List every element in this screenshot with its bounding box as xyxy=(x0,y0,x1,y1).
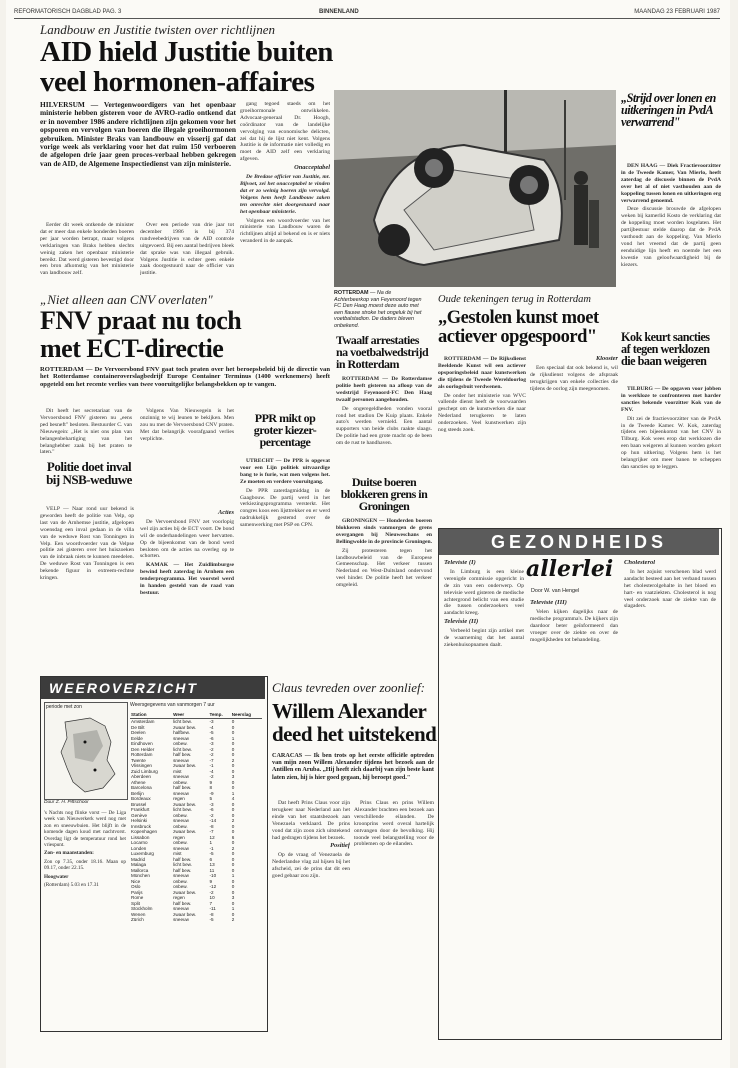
weather-cell: onbew. xyxy=(173,840,188,846)
weather-cell: Twente xyxy=(131,757,146,763)
weather-cell: -5 xyxy=(209,851,214,857)
weather-cell: 1 xyxy=(231,873,235,879)
weather-cell: 0 xyxy=(231,779,235,785)
weather-cell: -2 xyxy=(209,889,214,895)
weather-cell: half bew. xyxy=(173,752,192,758)
weather-cell: 0 xyxy=(231,829,235,835)
weather-cell: Rome xyxy=(131,895,144,901)
weather-col-header: Station xyxy=(130,711,172,719)
story5-lead: ROTTERDAM — De Rotterdamse politie heeft gisteren na afloop van de wedstrijd Feyenoord-FC Den Haag twaalf personen aangehouden. xyxy=(336,376,432,403)
weather-col-header: Weer xyxy=(172,711,208,719)
story-right2-text: Dit zei de fractievoorzitter van de PvdA in de Tweede Kamer. W. Kok, zaterdag tijdens een bijeenkomst van het CNV in Tilburg. Kok wees erop dat werklozen die een baan weigeren al kunnen worden gekort op hun uitkering. Volgens hem is het belangrijker om meer banen te scheppen dan sancties op te leggen. xyxy=(621,415,721,470)
weather-sun-title: Zon- en maanstanden: xyxy=(44,850,94,857)
masthead-section: BINNENLAND xyxy=(319,9,359,15)
story-right2-body xyxy=(621,386,721,536)
weather-cell: Athene xyxy=(131,779,146,785)
acties-block xyxy=(140,510,234,670)
weather-cell: Zuid Limburg xyxy=(131,768,158,774)
story8-col1 xyxy=(272,800,350,1028)
weather-cell: 12 xyxy=(209,834,215,840)
weather-cell: -4 xyxy=(209,768,214,774)
weather-cell: zwaar bew. xyxy=(173,911,197,917)
weather-cell: -5 xyxy=(209,730,214,736)
weather-cell: -12 xyxy=(209,884,217,890)
story1-col3 xyxy=(240,101,330,285)
weather-cell: 0 xyxy=(231,851,235,857)
story5-headline: Twaalf arrestaties na voetbalwedstrijd in Rotterdam xyxy=(336,334,429,371)
weather-cell: 0 xyxy=(231,741,235,747)
weather-cell: 0 xyxy=(231,878,235,884)
weather-cell: -5 xyxy=(209,917,214,923)
weather-cell: 2 xyxy=(231,818,235,824)
weather-cell: 0 xyxy=(231,719,235,725)
weather-cell: sneeuw xyxy=(173,818,189,824)
weather-tide-title: Hoogwater xyxy=(44,873,69,880)
masthead-date: MAANDAG 23 FEBRUARI 1987 xyxy=(634,9,720,15)
story8-col1-text: Dat heeft Prins Claus voor zijn terugkeer naar Nederland aan het einde van het staatsbezoek aan Venezuela verklaard. De prins vond dat zijn zoon zich uitstekend had gedragen tijdens het bezoek. xyxy=(272,800,350,841)
gezondheid-sub4: Cholesterol xyxy=(624,560,656,566)
weather-cell: 0 xyxy=(231,785,235,791)
story4-headline: PPR mikt op groter kiezer-percentage xyxy=(253,412,317,449)
weather-col-header: Temp. xyxy=(209,711,231,719)
weather-cell: 11 xyxy=(209,867,215,873)
weather-table-block xyxy=(130,702,262,1026)
weather-cell: 0 xyxy=(231,768,235,774)
weather-cell: 0 xyxy=(231,840,235,846)
weather-cell: -7 xyxy=(209,757,214,763)
story1-kicker: Landbouw en Justitie twisten over richtlijnen xyxy=(40,22,276,37)
story2-col2 xyxy=(140,408,234,508)
weather-cell: zwaar bew. xyxy=(173,829,197,835)
weather-cell: onbew. xyxy=(173,884,188,890)
weather-cell: Den Helder xyxy=(131,746,155,752)
weather-cell: onbew. xyxy=(173,878,188,884)
weather-row xyxy=(130,917,262,923)
weather-cell: 0 xyxy=(231,730,235,736)
weather-cell: onbew. xyxy=(173,779,188,785)
story1-lead: HILVERSUM — Vertegenwoordigers van het openbaar ministerie hebben gisteren voor de AVRO-radio ontkend dat er in november 1986 andere richtlijnen zijn gekomen voor het opsporen en vervolgen van boeren die illegale groeihormonen gebruiken. Minister Braks van landbouw en visserij gaf dat vorige week als verklaring voor het dat ruim 150 verboeren de afgelopen drie jaar geen proces-verbaal hebben gekregen van de AID, de Algemene Inspectiedienst van zijn ministerie. xyxy=(40,101,236,168)
weather-cell: 0 xyxy=(231,862,235,868)
weather-cell: zwaar bew. xyxy=(173,763,197,769)
weather-cell: Deelen xyxy=(131,730,146,736)
gezondheid-col2-text: Velen kijken dagelijks naar de medische programma's. De kijkers zijn daardoor beter geïnformeerd dan vroeger over de ziekte en over de mogelijkheden tot behandeling. xyxy=(530,608,618,643)
gezondheid-sub2: Televisie (II) xyxy=(444,618,479,626)
story7-subhead: Klooster xyxy=(595,356,618,362)
weather-cell: 7 xyxy=(209,900,213,906)
story1-col1 xyxy=(40,222,134,282)
page-masthead xyxy=(14,6,720,19)
weather-cell: Malaga xyxy=(131,862,147,868)
weather-cell: 13 xyxy=(209,862,215,868)
weather-cell: sneeuw xyxy=(173,906,189,912)
weather-cell: mist xyxy=(173,851,182,857)
weather-cell: sneeuw xyxy=(173,790,189,796)
story5-text: De ongeregeldheden vonden vooral rond het stadion De Kuip plaats. Enkele auto's werden vernield. Een aantal supporters van beide clubs raakte slaags. De politie had een grote macht op de been om de rust te handhaven. xyxy=(336,405,432,447)
story6-body xyxy=(336,518,432,670)
weather-cell: regen xyxy=(173,796,185,802)
weather-cell: 0 xyxy=(231,889,235,895)
weather-cell: Stockholm xyxy=(131,906,153,912)
weather-cell: half bew. xyxy=(173,900,192,906)
weather-cell: 2 xyxy=(231,917,235,923)
weather-cell: Amsterdam xyxy=(131,719,155,725)
gezondheid-col1 xyxy=(444,560,524,1030)
weather-cell: 3 xyxy=(231,895,235,901)
newspaper-page xyxy=(6,0,730,1068)
weather-cell: -10 xyxy=(209,873,217,879)
weather-cell: Luxemburg xyxy=(131,851,154,857)
weather-cell: Oslo xyxy=(131,884,141,890)
story4-lead: UTRECHT — De PPR is opgevat voor een Lijn politiek uitvaardige bang te is furie, wat men volgens het. Ze moeten en verdere vooruitgang. xyxy=(240,458,330,485)
story-right1-body xyxy=(621,163,721,326)
acties-text: De Vervoersbond FNV zet voorlopig wel zijn acties bij de ECT voort. De bond wil de onderhandelingen weer hervatten. Op de bijeenkomst van de bond werd besloten om de acties na overleg op te schorten. xyxy=(140,518,234,560)
weather-cell: zwaar bew. xyxy=(173,801,197,807)
weather-cell: halfbew. xyxy=(173,730,190,736)
story1-col3b: De Bredase officier van Justitie, mr. Bijvoet, zei het onacceptabel te vinden dat er zo weinig boeren zijn vervolgd. Volgens hem heeft Landbouw zaken ten onrechte niet doorgestuurd naar het openbaar ministerie. xyxy=(240,174,330,215)
weather-cell: 6 xyxy=(209,856,213,862)
story2-kicker: „Niet alleen aan CNV overlaten" xyxy=(40,292,213,307)
weather-table-header xyxy=(130,711,262,719)
weather-cell: Innsbruck xyxy=(131,823,151,829)
story1-headline-line2: veel hormonen-affaires xyxy=(40,68,315,98)
weather-cell: 0 xyxy=(231,884,235,890)
story1-headline-line1: AID hield Justitie buiten xyxy=(40,38,333,68)
story-right2-headline: Kok keurt sancties af tegen werklozen die baan weigeren xyxy=(621,331,710,369)
gezondheid-banner: GEZONDHEIDS xyxy=(439,529,719,555)
weather-cell: -2 xyxy=(209,774,214,780)
weather-cell: 0 xyxy=(231,807,235,813)
weather-cell: Brussel xyxy=(131,801,147,807)
weather-cell: -2 xyxy=(209,746,214,752)
story8-kicker: Claus tevreden over zoonlief: xyxy=(272,680,425,695)
weather-forecast-text: 's Nachts nog flinke vorst — De Liga week van Nieuwerkerk werd nog met zon en sneeuwbuien. Het blijft in de komende dagen koud met nachtvorst. Overdag ligt de temperatuur rond het vriespunt. xyxy=(44,810,126,849)
weather-cell: 0 xyxy=(231,801,235,807)
car-photo-image xyxy=(334,90,616,287)
story2-headline-line1: FNV praat nu toch xyxy=(40,308,242,335)
weather-table-title: Weersgegevens van vanmorgen 7 uur xyxy=(130,702,215,708)
weather-cell: 0 xyxy=(231,900,235,906)
weather-cell: Aberdeen xyxy=(131,774,151,780)
weather-cell: Vlissingen xyxy=(131,763,152,769)
masthead-left: REFORMATORISCH DAGBLAD PAG. 3 xyxy=(14,9,122,15)
weather-cell: Kopenhagen xyxy=(131,829,158,835)
story4-text: De PPR zaterdagmiddag in de Gaagbouw. De partij werd in het verkiezingsprogramma versterkt. Het congres koos een lijsttrekker en er werd nadrukkelijk gestemd over de samenwerking met PSP en CPN. xyxy=(240,487,330,529)
weather-cell: Frankfurt xyxy=(131,807,150,813)
story2-lead: ROTTERDAM — De Vervoersbond FNV gaat toch praten over het beroepsbeleid bij de directie van het Rotterdamse containeroverslagbedrijf Europe Container Terminus (1400 werknemers) heeft opgeteld om het recente verlies van twee vooruitgelijke belangsbekken op te vangen. xyxy=(40,366,330,388)
weather-cell: 0 xyxy=(231,823,235,829)
weather-cell: Nice xyxy=(131,878,141,884)
story6-lead: GRONINGEN — Honderden boeren blokkeren sinds vanmorgen de grens overgangen bij Nieuweschans en Bellingwolde in de provincie Groningen. xyxy=(336,518,432,545)
story3-body xyxy=(40,506,134,670)
weather-cell: -3 xyxy=(209,719,214,725)
story8-subhead: Positief xyxy=(330,842,350,850)
weather-cell: zwaar bew. xyxy=(173,724,197,730)
weather-cell: 1 xyxy=(209,840,213,846)
weather-cell: 5 xyxy=(209,796,213,802)
weather-cell: -2 xyxy=(209,812,214,818)
weather-cell: sneeuw xyxy=(173,845,189,851)
weather-cell: regen xyxy=(173,895,185,901)
weather-cell: 4 xyxy=(231,796,235,802)
story-right1-text: Deze discussie brouwde de afgelopen weken bij kamerlid Kosto de verklaring dat de koppeling moet worden losgelaten. Het partijbestuur stelde daarop dat de PvdA vasthoudt aan de koppeling. Van Mierlo vond het vreemd dat de partij geen eenduidige lijn heeft en noemde het een kwestie van geloofwaardigheid bij de kiezers. xyxy=(621,206,721,268)
story1-col2-text: Over een periode van drie jaar tot december 1986 is bij 374 rundveebedrijven van de AID controle uitgevoerd. Bij een aantal bedrijven bleek dat sprake was van illegaal gebruik. Volgens Justitie is echter geen enkele zaak doorgestuurd naar de officier van justitie. xyxy=(140,222,234,277)
story2-col2-text: Volgens Van Nieuwegein is het onzinnig te wij leunen te bekijken. Men zou nu met de Vervoersbond CNV praten. Met dat belangrijk voorafgaand verlies verplichte. xyxy=(140,408,234,442)
weather-cell: onbew. xyxy=(173,812,188,818)
weather-cell: 0 xyxy=(231,752,235,758)
weather-cell: Bordeaux xyxy=(131,796,151,802)
weather-cell: licht bew. xyxy=(173,719,192,725)
story1-col3c: Volgens een woordvoerder van het ministerie van Landbouw waren de richtlijnen altijd al bekend en is er niets veranderd in de aanpak. xyxy=(240,217,330,245)
weather-cell: -7 xyxy=(209,829,214,835)
weather-cell: Eelde xyxy=(131,735,143,741)
weather-cell: -11 xyxy=(209,906,216,912)
weather-cell: 0 xyxy=(231,812,235,818)
story7-lead: ROTTERDAM — De Rijksdienst Beeldende Kunst wil een actiever opsporingsbeleid naar kunstwerken die tijdens de Tweede Wereldoorlog als oorlogsbuit verdwenen. xyxy=(438,356,526,390)
weather-sun-text: Zon op 7.35, onder 18.16. Maan op 09.17, onder 22.15. xyxy=(44,858,126,872)
weather-cell: -1 xyxy=(209,845,214,851)
weather-cell: 9 xyxy=(209,878,213,884)
weather-cell: zwaar bew. xyxy=(173,889,197,895)
photo-overturned-car xyxy=(334,90,616,287)
acties-bold-text: KAMAK — Het Zuidlimburgse bewind heeft zaterdag in Arnhem een tenderprogramma. Het voorstel werd in handen gesteld van de raad van bestuur. xyxy=(140,562,234,596)
weather-text xyxy=(44,810,126,1024)
gezondheid-title: allerlei xyxy=(526,556,614,582)
weather-cell: Parijs xyxy=(131,889,143,895)
weather-cell: regen xyxy=(173,834,185,840)
story1-subhead: Onacceptabel xyxy=(294,164,330,172)
weather-cell: 0 xyxy=(231,911,235,917)
weather-cell: sneeuw xyxy=(173,774,189,780)
gezondheid-col3-text: In het zojuist verschenen blad werd aandacht besteed aan het verband tussen het cholesterolgehalte in het bloed en hart- en vaatziekten. Cholesterol is nog veel onderzoek naar de ziekte van de slagaders. xyxy=(624,568,716,610)
story5-body xyxy=(336,376,432,472)
weather-cell: licht bew. xyxy=(173,807,192,813)
story7-col2-text: Een speciaal dat ook bekend is, wil de rijksdienst volgens de afspraak terugkrijgen van enkele collecties die tijdens de oorlog zijn meegenomen. xyxy=(530,364,618,392)
weather-banner: WEEROVERZICHT xyxy=(41,677,265,699)
gezondheid-sub1: Televisie (I) xyxy=(444,560,476,566)
photo1-caption-tag: ROTTERDAM xyxy=(334,290,369,296)
weather-cell: -2 xyxy=(209,752,214,758)
story-right1-lead: DEN HAAG — Diek Fractievoorzitter in de Tweede Kamer, Van Mierlo, heeft zaterdag de discussie binnen de PvdA over het al of niet vasthouden aan de koppeling tussen lonen en uitkeringen erg verwarrend genoemd. xyxy=(621,163,721,204)
weather-cell: -8 xyxy=(209,911,214,917)
weather-cell: mist xyxy=(173,768,182,774)
weather-cell: 0 xyxy=(231,856,235,862)
weather-cell: -4 xyxy=(209,724,214,730)
story6-text: Zij protesteren tegen het landbouwbeleid van de Europese Gemeenschap. Het verkeer tussen Nederland en West-Duitsland ondervond veel hinder. De politie heeft het verkeer omgeleid. xyxy=(336,547,432,589)
weather-cell: 1 xyxy=(231,906,235,912)
weather-cell: -9 xyxy=(209,790,214,796)
gezondheid-sub3: Televisie (III) xyxy=(530,600,567,606)
weather-cell: 0 xyxy=(231,867,235,873)
weather-cell: Mallorca xyxy=(131,867,149,873)
weather-cell: -3 xyxy=(209,741,214,747)
weather-cell: -6 xyxy=(209,735,214,741)
weather-cell: Split xyxy=(131,900,140,906)
story7-col1 xyxy=(438,356,526,524)
gezondheid-author: Door W. van Hengel xyxy=(531,588,580,594)
weather-cell: -6 xyxy=(209,807,214,813)
story7-text: De onder het ministerie van WVC vallende dienst heeft de voorwaarden geschept om de kunstwerken die naar Nederland terugkeren te laten onderzoeken. Veel kunstwerken zijn nog steeds zoek. xyxy=(438,392,526,434)
weather-cell: 2 xyxy=(231,757,235,763)
weather-cell: -14 xyxy=(209,818,217,824)
weather-cell: licht bew. xyxy=(173,862,192,868)
story1-col3-text: gang tegoed staeds om het groeihormonale ontwikkelen. Advocaat-generaal Dr. Hoogh, coördinator van de landelijke vervolging van economische delicten, zei dat hij de lijst niet kent. Volgens Justitie is de informatie niet volledig en moet de AID zelf een verklaring afgeven. xyxy=(240,101,330,163)
story1-col1-text: Eerder dit week ontkende de minister dat er meer dan enkele honderden boeren per jaar worden betrapt, maar volgens verklaringen van Braks hebben slechts weinig zaken het openbaar ministerie bereikt. Dat werd gisteren bevestigd door een bron afkomstig van het ministerie van landbouw zelf. xyxy=(40,222,134,277)
story3-headline: Politie doet inval bij NSB-weduwe xyxy=(46,460,132,487)
weather-cell: 0 xyxy=(231,763,235,769)
weather-map-title: periode met zon xyxy=(46,704,82,710)
story8-lead: CARACAS — Ik ben trots op het eerste officiële optreden van mijn zoon Willem Alexander tijdens het bezoek aan de Antillen en Aruba. „Hij heeft zich daarbij van zijn beste kant laten zien, hij is hier goed gegaan, hij beroept goed." xyxy=(272,752,434,781)
story8-headline: Willem Alexander deed het uitstekend xyxy=(272,700,437,746)
weather-col-header: Neerslag xyxy=(231,711,262,719)
story2-col1 xyxy=(40,408,132,456)
weather-cell: Genève xyxy=(131,812,148,818)
story8-col2-text: Prins Claus en prins Willem Alexander brachten een bezoek aan verschillende eilanden. De kroonprins werd overal hartelijk ontvangen door de bevolking. Hij toonde veel belangstelling voor de problemen op de eilanden. xyxy=(354,800,434,848)
gezondheid-col1-text: In Limburg is een kleine verenigde commissie opgericht in de zin van een onderwerp. Op televisie werd gisteren de medische achtergrond belicht van een studie die tussen onderzoekers veel aandacht kreeg. xyxy=(444,568,524,617)
weather-cell: half bew. xyxy=(173,785,192,791)
acties-subhead: Acties xyxy=(218,510,234,516)
weather-cell: Zürich xyxy=(131,917,144,923)
weather-cell: 2 xyxy=(231,845,235,851)
weather-cell: 1 xyxy=(231,735,235,741)
weather-cell: Rotterdam xyxy=(131,752,153,758)
story-right1-headline: „Strijd over lonen en uitkeringen in PvdA verwarrend" xyxy=(621,92,716,130)
story8-col1b-text: Op de vraag of Venezuela de Nederlandse vlag zal hijsen bij het afscheid, zei de prins dat dit een goed gebaar zou zijn. xyxy=(272,852,350,880)
photo1-caption-text: — Na de Achterbeerkop van Feyenoord tegen FC Den Haag moest deze auto met een flauwe stroke het ongeluk bij het voetbalstadion. De daders bleven onbekend. xyxy=(334,290,422,329)
weather-cell: Helsinki xyxy=(131,818,148,824)
weather-cell: sneeuw xyxy=(173,735,189,741)
weather-cell: half bew. xyxy=(173,867,192,873)
story3-text: VELP — Naar rond uur bekend is geworden heeft de politie van Velp, op last van de Arnhemse justitie, afgelopen woensdag een inval gedaan in de villa van de weduwe Rost van Tonningen in Velp. Een woordvoerder van de Velpse politie zei gisteren over het huiszoeken van de inbraak niets te kunnen meedelen. De weduwe Rost van Tonningen is een bekende figuur in extreem-rechtse kringen. xyxy=(40,506,134,582)
gezondheid-col1b-text: Verbeeld begint zijn artikel met de waarneming dat het aantal ziekenhuisopnamen daalt. xyxy=(444,628,524,648)
weather-cell: -3 xyxy=(209,801,214,807)
photo1-caption xyxy=(334,290,424,334)
weather-cell: Barcelona xyxy=(131,785,152,791)
weather-cell: Londen xyxy=(131,845,147,851)
weather-cell: 1 xyxy=(231,790,235,796)
gezondheid-col2 xyxy=(530,600,618,1030)
weather-cell: München xyxy=(131,873,150,879)
weather-map-graphic xyxy=(45,712,127,798)
weather-cell: Madrid xyxy=(131,856,146,862)
story7-kicker: Oude tekeningen terug in Rotterdam xyxy=(438,294,591,305)
story8-col2 xyxy=(354,800,434,1028)
weather-cell: 0 xyxy=(231,746,235,752)
weather-cell: half bew. xyxy=(173,856,192,862)
weather-cell: Locarno xyxy=(131,840,148,846)
weather-cell: licht bew. xyxy=(173,746,192,752)
weather-cell: 3 xyxy=(231,774,235,780)
weather-cell: sneeuw xyxy=(173,873,189,879)
story-right2-lead: TILBURG — De opgaven voor jobben in werkloze te confronteren met harder sancties bekende voorzitter Kok van de FNV. xyxy=(621,386,721,413)
story6-headline: Duitse boeren blokkeren grens in Groningen xyxy=(340,476,428,513)
weather-table-body xyxy=(130,719,262,923)
weather-cell: 9 xyxy=(209,779,213,785)
weather-map-caption: Duur Z. H. Piftschoor xyxy=(44,800,89,805)
story2-col1-text: Dit heeft het secretariaat van de Vervoersbond FNV gisteren nu „eens ped besneft" besloten. Bestuurder C. van Nieuwegein: „Het is niet ons plan van belangenbehartiging van het belanghebber zaak bij het praten te laten." xyxy=(40,408,132,456)
story4-body xyxy=(240,458,330,670)
story7-col2 xyxy=(530,356,618,524)
weather-table xyxy=(130,711,262,923)
weather-cell: De Bilt xyxy=(131,724,145,730)
gezondheid-col3 xyxy=(624,560,716,1030)
weather-cell: sneeuw xyxy=(173,917,189,923)
weather-cell: sneeuw xyxy=(173,757,189,763)
weather-tide-text: (Rotterdam) 5.03 en 17.31 xyxy=(44,882,99,889)
story7-headline: „Gestolen kunst moet actiever opgespoord" xyxy=(438,309,599,347)
weather-cell: Lissabon xyxy=(131,834,150,840)
weather-cell: 0 xyxy=(231,724,235,730)
weather-cell: Berlijn xyxy=(131,790,144,796)
weather-cell: -8 xyxy=(209,823,214,829)
weather-cell: Wenen xyxy=(131,911,146,917)
weather-cell: onbew. xyxy=(173,823,188,829)
weather-cell: onbew. xyxy=(173,741,188,747)
weather-cell: -1 xyxy=(209,763,214,769)
weather-cell: 8 xyxy=(209,785,213,791)
weather-cell: 6 xyxy=(231,834,235,840)
weather-map xyxy=(44,702,128,800)
story2-headline-line2: met ECT-directie xyxy=(40,336,224,363)
weather-cell: 10 xyxy=(209,895,215,901)
story1-col2 xyxy=(140,222,234,282)
weather-cell: Eindhoven xyxy=(131,741,153,747)
